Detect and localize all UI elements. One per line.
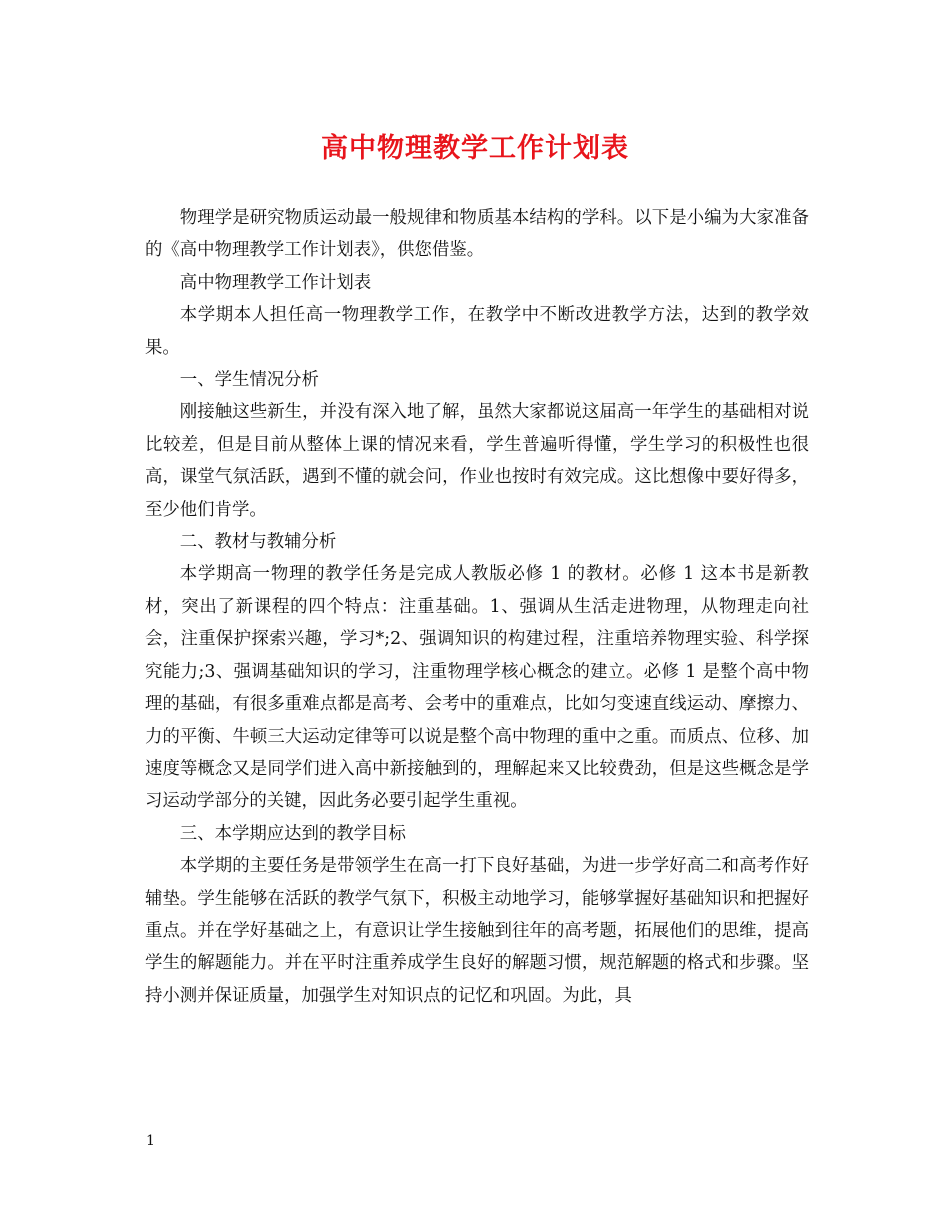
student-analysis-paragraph: 刚接触这些新生，并没有深入地了解，虽然大家都说这届高一年学生的基础相对说比较差，但是目前从整体上课的情况来看，学生普遍听得懂，学生学习的积极性也很高，课堂气氛活跃，遇到不懂的就会问，作业也按时有效完成。这比想像中要好得多，至少他们肯学。 — [145, 402, 809, 520]
teaching-goals-paragraph: 本学期的主要任务是带领学生在高一打下良好基础，为进一步学好高二和高考作好辅垫。学生能够在活跃的教学气氛下，积极主动地学习，能够掌握好基础知识和把握好重点。并在学好基础之上，有意识让学生接触到往年的高考题，拓展他们的思维，提高学生的解题能力。并在平时注重养成学生良好的解题习惯，规范解题的格式和步骤。坚持小测并保证质量，加强学生对知识点的记忆和巩固。为此，具 — [145, 856, 809, 1006]
section-heading-materials-analysis: 二、教材与教辅分析 — [179, 532, 337, 553]
materials-analysis-paragraph: 本学期高一物理的教学任务是完成人教版必修 1 的教材。必修 1 这本书是新教材，突出了新课程的四个特点：注重基础。1、强调从生活走进物理，从物理走向社会，注重保护探索兴趣，学习*;2、强调知识的构建过程，注重培养物理实验、科学探究能力;3、强调基础知识的学习，注重物理学核心概念的建立。必修 1 是整个高中物理的基础，有很多重难点都是高考、会考中的重难点，比如匀变速直线运动、摩擦力、力的平衡、牛顿三大运动定律等可以说是整个高中物理的重中之重。而质点、位移、加速度等概念又是同学们进入高中新接触到的，理解起来又比较费劲，但是这些概念是学习运动学部分的关键，因此务必要引起学生重视。 — [145, 564, 809, 812]
section-heading-student-analysis: 一、学生情况分析 — [179, 370, 319, 391]
intro-paragraph: 物理学是研究物质运动最一般规律和物质基本结构的学科。以下是小编为大家准备的《高中物理教学工作计划表》，供您借鉴。 — [145, 208, 809, 261]
page-title: 高中物理教学工作计划表 — [321, 133, 629, 164]
subtitle-heading: 高中物理教学工作计划表 — [179, 272, 372, 293]
document-body — [145, 202, 809, 1012]
section-heading-teaching-goals: 三、本学期应达到的教学目标 — [179, 823, 406, 844]
page-number: 1 — [146, 1133, 155, 1149]
overview-paragraph: 本学期本人担任高一物理教学工作，在教学中不断改进教学方法，达到的教学效果。 — [145, 305, 809, 358]
